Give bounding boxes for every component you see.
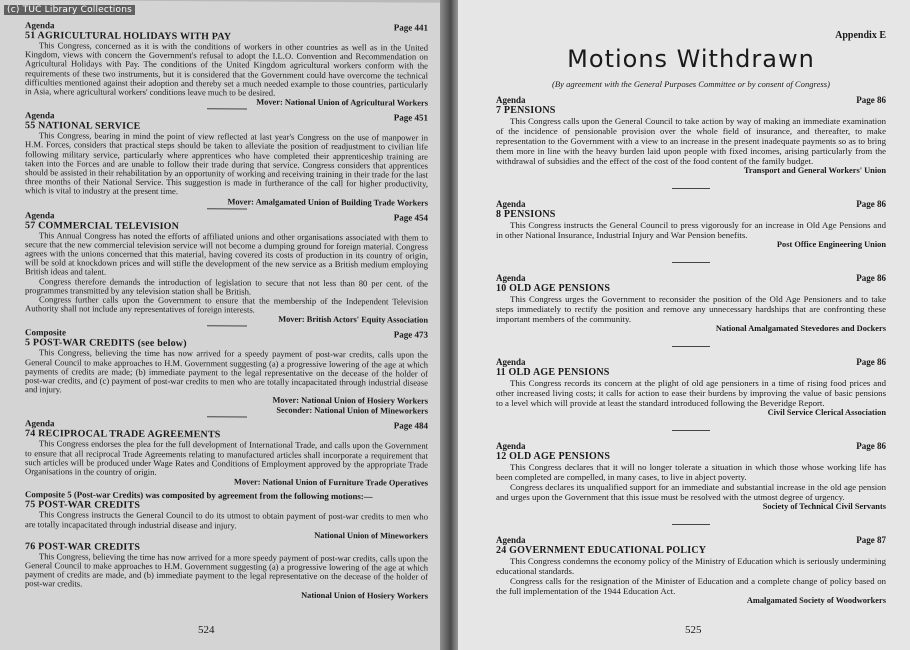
motion-entry [496, 535, 886, 606]
separator-rule [672, 346, 710, 347]
motion-text: This Congress calls upon the General Council to take action by way of making an immediate examination of the incidence of pensionable provision over the whole field of insurance, and thereafter, to make representation to the Government with a view to an increase in the present inadequate payments so as to bring them more in line with the heavy burden laid upon people with fixed incomes, arising particularly from the withdrawal of subsidies and the effect of the cost of the food content of the family budget. [496, 116, 886, 166]
motion-kind: Agenda [25, 110, 55, 121]
motion-header [496, 95, 886, 105]
motion-title: 12 OLD AGE PENSIONS [496, 451, 611, 462]
motion-kind: Agenda [496, 535, 526, 545]
page-number-right: 525 [685, 624, 702, 636]
motion-mover: Mover: National Union of Hosiery Workers [272, 396, 428, 407]
motion-text: This Congress endorses the plea for the full development of International Trade, and calls upon the Government to ensure that all reciprocal Trade Agreements relating to manufactured articles shall incorporate a requirement that such articles will be produced under Wage Rates and Conditions of Employment approved by the appropriate Trade Organisations in the country of origin. [25, 438, 428, 478]
page-reference: Page 451 [393, 112, 428, 123]
separator-rule [672, 430, 710, 431]
motion-text: Congress calls for the resignation of the Minister of Education and a complete change of policy based on the full implementation of the 1944 Education Act. [496, 576, 886, 596]
motion-text: Congress further calls upon the Government to ensure that the membership of the Independent Television Authority shall not include any representatives of foreign interests. [25, 294, 428, 315]
motion-text: This Congress instructs the General Council to do its utmost to obtain payment of post-war credits to men who are totally incapacitated through industrial disease and injury. [25, 509, 428, 530]
motion-title: 76 POST-WAR CREDITS [25, 540, 141, 553]
motion-text: Congress therefore demands the introduction of legislation to secure that not less than 80 per cent. of the programmes transmitted by any television station shall be British. [25, 275, 428, 297]
page-subtitle: (By agreement with the General Purposes Committee or by consent of Congress) [552, 79, 830, 89]
separator-rule [672, 262, 710, 263]
motion-entry [25, 110, 428, 210]
motion-header [496, 441, 886, 451]
motion-mover: Mover: British Actors' Equity Association [278, 315, 428, 326]
page-reference: Page 454 [393, 212, 428, 223]
motion-kind: Agenda [496, 95, 526, 105]
motion-text: This Congress records its concern at the plight of old age pensioners in a time of rising food prices and other increased living costs; it calls for action to ease their burdens by improving the value of basic pensions to a level which will provide at least the standard introduced following the Beveridge Report. [496, 378, 886, 408]
motion-header [496, 357, 886, 367]
motion-kind: Composite [25, 327, 66, 338]
motion-title: 7 PENSIONS [496, 105, 556, 116]
page-reference: Page 473 [393, 329, 428, 341]
motion-mover: Seconder: National Union of Mineworkers [276, 406, 428, 417]
appendix-label: Appendix E [835, 30, 886, 41]
page-reference: Page 86 [856, 273, 886, 283]
motion-title: 10 OLD AGE PENSIONS [496, 283, 611, 294]
page-reference: Page 441 [393, 22, 428, 33]
motion-mover: Mover: National Union of Agricultural Workers [256, 97, 428, 108]
motion-header [496, 199, 886, 209]
page-reference: Page 87 [856, 535, 886, 545]
page-title: Motions Withdrawn [567, 45, 815, 73]
motion-mover: Amalgamated Society of Woodworkers [746, 596, 886, 605]
page-number-left: 524 [198, 624, 215, 636]
motion-entry [496, 95, 886, 189]
motion-entry [25, 210, 428, 328]
motion-entry [496, 273, 886, 347]
motion-title: 75 POST-WAR CREDITS [25, 499, 141, 512]
motion-entry [25, 419, 428, 489]
motion-entry [496, 199, 886, 263]
motion-entry [496, 357, 886, 431]
motion-title: 74 RECIPROCAL TRADE AGREEMENTS [25, 428, 221, 441]
motion-kind: Agenda [496, 199, 526, 209]
right-page [458, 0, 910, 650]
motion-mover: Civil Service Clerical Association [767, 408, 886, 417]
motion-mover: National Amalgamated Stevedores and Dockers [715, 324, 886, 333]
motion-mover: Mover: Amalgamated Union of Building Trade Workers [227, 197, 428, 208]
separator-rule [207, 326, 247, 327]
left-motion-list [25, 20, 428, 489]
motion-text: This Congress condemns the economy policy of the Ministry of Education which is seriously undermining educational standards. [496, 556, 886, 576]
motion-kind: Agenda [496, 441, 526, 451]
separator-rule [207, 208, 247, 209]
page-reference: Page 86 [856, 199, 886, 209]
motion-mover: National Union of Hosiery Workers [301, 590, 428, 601]
motion-mover: Transport and General Workers' Union [743, 166, 886, 175]
motion-title: 51 AGRICULTURAL HOLIDAYS WITH PAY [25, 30, 232, 43]
motion-entry [25, 541, 428, 601]
motion-title: 5 POST-WAR CREDITS (see below) [25, 337, 187, 350]
motion-text: This Congress urges the Government to reconsider the position of the Old Age Pensioners and to take steps immediately to rectify the position and remove any unnecessary hardships that are confronting these important members of the community. [496, 294, 886, 324]
page-reference: Page 86 [856, 95, 886, 105]
page-reference: Page 86 [856, 441, 886, 451]
motion-title: 8 PENSIONS [496, 209, 556, 220]
motion-mover: Post Office Engineering Union [776, 240, 886, 249]
collection-watermark: (c) TUC Library Collections [4, 5, 135, 15]
motion-text: This Congress, believing the time has now arrived for a more speedy payment of post-war credits, calls upon the General Council to make approaches to H.M. Government suggesting (a) a progressive lowering of the age at which payment of credits are made, and (b) immediate payment to the legal representative on the decease of the holder of post-war credits. [25, 550, 428, 589]
motion-text: This Congress, bearing in mind the point of view reflected at last year's Congress on the use of manpower in H.M. Forces, considers that practical steps should be taken to alleviate the position of readjustment to civilian life following military service, particularly where apprentices who have completed their apprenticeship training are taken into the Forces and are unable to follow their trade during that service. Congress considers that apprentices should be assisted in their rehabilitation by an opportunity of working and receiving training in their trade for the last three months of their National Service. This suggestion is made in furtherance of the call for higher productivity, which is vital to industry at the present time. [25, 130, 428, 197]
composite-sub-motions [25, 499, 428, 601]
motion-header [496, 535, 886, 545]
motion-header [496, 273, 886, 283]
motion-kind: Agenda [25, 20, 55, 31]
separator-rule [672, 188, 710, 189]
motion-text: This Congress, concerned as it is with the conditions of workers in other countries as well as in the United Kingdom, views with concern the Government's refusal to adopt the I.L.O. Convention and Recommendation on Agricultural Holidays with Pay. The conditions of the United Kingdom agricultural workers conform with the requirements of these two instruments, but it is considered that the Government could have overcome the technical difficulties mentioned against their adoption and thereby set a much needed example to those countries, particularly in Asia, where agricultural workers' conditions leave much to be desired. [25, 40, 428, 98]
motion-text: This Congress instructs the General Council to press vigorously for an increase in Old Age Pensions and in other National Insurance, Industrial Injury and War Pension benefits. [496, 220, 886, 240]
motion-entry [25, 328, 428, 419]
right-motion-list [496, 95, 886, 606]
motion-mover: Society of Technical Civil Servants [762, 502, 886, 511]
motion-text: Congress declares its unqualified support for an immediate and substantial increase in the old age pension and urges upon the Government that this issue must be resolved with the utmost degree of urgency. [496, 482, 886, 502]
composite-heading: Composite 5 (Post-war Credits) was composited by agreement from the following motions:— [25, 489, 373, 502]
motion-kind: Agenda [25, 209, 55, 220]
motion-mover: National Union of Mineworkers [314, 530, 428, 541]
motion-title: 57 COMMERCIAL TELEVISION [25, 219, 180, 232]
motion-mover: Mover: National Union of Furniture Trade Operatives [233, 477, 428, 488]
separator-rule [207, 417, 247, 418]
left-page [0, 0, 448, 650]
page-reference: Page 86 [856, 357, 886, 367]
motion-text: This Congress, believing the time has now arrived for a speedy payment of post-war credits, calls upon the General Council to make approaches to H.M. Government suggesting (a) a progressive lowering of the age at which payments of credits are made; (b) immediate payment to the legal representative on the decease of the holder of post-war credits, and (c) payment of post-war credits to men who are totally incapacitated through industrial disease and injury. [25, 347, 428, 395]
motion-kind: Agenda [496, 357, 526, 367]
separator-rule [672, 524, 710, 525]
motion-kind: Agenda [25, 418, 55, 429]
motion-kind: Agenda [496, 273, 526, 283]
motion-entry [496, 441, 886, 525]
motion-title: 55 NATIONAL SERVICE [25, 120, 141, 133]
motion-text: This Congress declares that it will no longer tolerate a situation in which those whose working life has been completed are compelled, in many cases, to live in abject poverty. [496, 462, 886, 482]
motion-title: 11 OLD AGE PENSIONS [496, 367, 610, 378]
motion-entry [25, 499, 428, 541]
motion-entry [25, 20, 428, 111]
separator-rule [207, 108, 247, 109]
page-reference: Page 484 [393, 420, 428, 432]
motion-title: 24 GOVERNMENT EDUCATIONAL POLICY [496, 545, 707, 556]
motion-text: This Annual Congress has noted the efforts of affiliated unions and other organisations associated with them to secure that the new commercial television service will not become a dumping ground for foreign material. Congress agrees with the unions concerned that this material, having covered its costs of production in its country of origin, will be sold at knockdown prices and will stifle the development of the new service as a British medium employing British ideas and talent. [25, 229, 428, 278]
